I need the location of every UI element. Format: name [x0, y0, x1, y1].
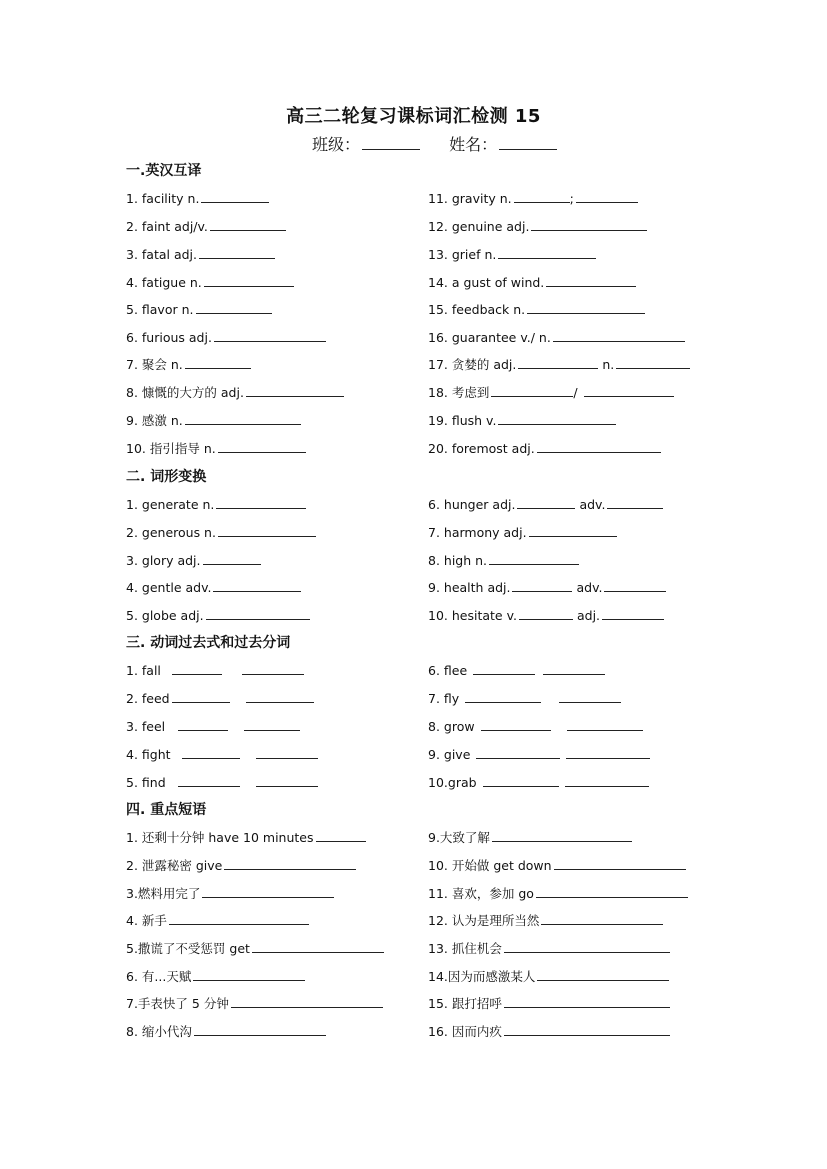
verb-item: 2. feed — [126, 689, 314, 707]
vocab-item: 1. facility n. — [126, 189, 269, 207]
answer-blank[interactable] — [553, 328, 685, 342]
past-participle-blank[interactable] — [256, 745, 318, 759]
vocab-item: 20. foremost adj. — [428, 439, 661, 457]
answer-blank[interactable] — [576, 189, 638, 203]
phrase-item: 11. 喜欢，参加 go — [428, 884, 688, 902]
word-form-item: 2. generous n. — [126, 523, 316, 541]
answer-blank[interactable] — [169, 911, 309, 925]
verb-item: 9. give — [428, 745, 650, 763]
past-participle-blank[interactable] — [566, 745, 650, 759]
phrase-item: 1. 还剩十分钟 have 10 minutes — [126, 828, 366, 846]
answer-blank[interactable] — [518, 355, 598, 369]
answer-blank[interactable] — [196, 300, 272, 314]
phrase-item: 6. 有...天赋 — [126, 967, 305, 985]
answer-blank[interactable] — [201, 189, 269, 203]
name-label: 姓名： — [449, 135, 498, 154]
section-heading-4: 四. 重点短语 — [126, 802, 207, 818]
answer-blank[interactable] — [554, 856, 686, 870]
word-form-item: 9. health adj. adv. — [428, 578, 666, 596]
answer-blank[interactable] — [514, 189, 570, 203]
answer-blank[interactable] — [546, 273, 636, 287]
vocab-item: 3. fatal adj. — [126, 245, 275, 263]
answer-blank[interactable] — [512, 578, 572, 592]
phrase-item: 12. 认为是理所当然 — [428, 911, 663, 929]
answer-blank[interactable] — [616, 355, 690, 369]
verb-item: 3. feel — [126, 717, 300, 735]
phrase-item: 15. 跟打招呼 — [428, 994, 670, 1012]
answer-blank[interactable] — [199, 245, 275, 259]
answer-blank[interactable] — [213, 578, 301, 592]
answer-blank[interactable] — [492, 828, 632, 842]
past-participle-blank[interactable] — [565, 773, 649, 787]
answer-blank[interactable] — [489, 551, 579, 565]
vocab-item: 14. a gust of wind. — [428, 273, 636, 291]
past-participle-blank[interactable] — [567, 717, 643, 731]
past-tense-blank[interactable] — [178, 717, 228, 731]
answer-blank[interactable] — [224, 856, 356, 870]
page-title: 高三二轮复习课标词汇检测 15 — [286, 106, 541, 127]
vocab-item: 2. faint adj/v. — [126, 217, 286, 235]
word-form-item: 1. generate n. — [126, 495, 306, 513]
answer-blank[interactable] — [252, 939, 384, 953]
answer-blank[interactable] — [218, 439, 306, 453]
vocab-item: 5. flavor n. — [126, 300, 272, 318]
word-form-item: 3. glory adj. — [126, 551, 261, 569]
answer-blank[interactable] — [584, 383, 674, 397]
vocab-item: 15. feedback n. — [428, 300, 645, 318]
past-participle-blank[interactable] — [242, 661, 304, 675]
answer-blank[interactable] — [491, 383, 573, 397]
word-form-item: 6. hunger adj. adv. — [428, 495, 663, 513]
word-form-item: 7. harmony adj. — [428, 523, 617, 541]
phrase-item: 5.撒谎了不受惩罚 get — [126, 939, 384, 957]
phrase-item: 2. 泄露秘密 give — [126, 856, 356, 874]
answer-blank[interactable] — [231, 994, 383, 1008]
vocab-item: 17. 贪婪的 adj. n. — [428, 355, 690, 373]
answer-blank[interactable] — [607, 495, 663, 509]
answer-blank[interactable] — [519, 606, 573, 620]
answer-blank[interactable] — [185, 411, 301, 425]
vocab-item: 13. grief n. — [428, 245, 596, 263]
vocab-item: 18. 考虑到 / — [428, 383, 674, 401]
past-tense-blank[interactable] — [465, 689, 541, 703]
vocab-item: 6. furious adj. — [126, 328, 326, 346]
vocab-item: 8. 慷慨的大方的 adj. — [126, 383, 344, 401]
past-tense-blank[interactable] — [473, 661, 535, 675]
answer-blank[interactable] — [316, 828, 366, 842]
phrase-item: 14.因为而感激某人 — [428, 967, 669, 985]
answer-blank[interactable] — [204, 273, 294, 287]
answer-blank[interactable] — [604, 578, 666, 592]
section-heading-3: 三. 动词过去式和过去分词 — [126, 635, 291, 651]
phrase-item: 13. 抓住机会 — [428, 939, 670, 957]
answer-blank[interactable] — [218, 523, 316, 537]
answer-blank[interactable] — [531, 217, 647, 231]
answer-blank[interactable] — [246, 383, 344, 397]
past-tense-blank[interactable] — [481, 717, 551, 731]
phrase-item: 9.大致了解 — [428, 828, 632, 846]
answer-blank[interactable] — [206, 606, 310, 620]
past-participle-blank[interactable] — [246, 689, 314, 703]
past-participle-blank[interactable] — [244, 717, 300, 731]
answer-blank[interactable] — [517, 495, 575, 509]
vocab-item: 16. guarantee v./ n. — [428, 328, 685, 346]
answer-blank[interactable] — [498, 411, 616, 425]
past-participle-blank[interactable] — [256, 773, 318, 787]
answer-blank[interactable] — [602, 606, 664, 620]
answer-blank[interactable] — [498, 245, 596, 259]
phrase-item: 4. 新手 — [126, 911, 309, 929]
answer-blank[interactable] — [214, 328, 326, 342]
answer-blank[interactable] — [527, 300, 645, 314]
past-participle-blank[interactable] — [543, 661, 605, 675]
vocab-item: 4. fatigue n. — [126, 273, 294, 291]
verb-item: 1. fall — [126, 661, 304, 679]
verb-item: 4. fight — [126, 745, 318, 763]
class-label: 班级： — [312, 135, 361, 154]
answer-blank[interactable] — [504, 939, 670, 953]
verb-item: 10.grab — [428, 773, 649, 791]
answer-blank[interactable] — [541, 911, 663, 925]
section-heading-2: 二. 词形变换 — [126, 469, 207, 485]
word-form-item: 10. hesitate v. adj. — [428, 606, 664, 624]
past-tense-blank[interactable] — [182, 745, 240, 759]
past-tense-blank[interactable] — [172, 661, 222, 675]
vocab-item: 7. 聚会 n. — [126, 355, 251, 373]
answer-blank[interactable] — [185, 355, 251, 369]
answer-blank[interactable] — [504, 1022, 670, 1036]
answer-blank[interactable] — [537, 967, 669, 981]
verb-item: 6. flee — [428, 661, 605, 679]
word-form-item: 5. globe adj. — [126, 606, 310, 624]
past-tense-blank[interactable] — [476, 745, 560, 759]
word-form-item: 4. gentle adv. — [126, 578, 301, 596]
section-heading-1: 一.英汉互译 — [126, 163, 202, 179]
answer-blank[interactable] — [203, 551, 261, 565]
answer-blank[interactable] — [210, 217, 286, 231]
past-tense-blank[interactable] — [483, 773, 559, 787]
verb-item: 7. fly — [428, 689, 621, 707]
vocab-item: 9. 感激 n. — [126, 411, 301, 429]
answer-blank[interactable] — [537, 439, 661, 453]
verb-item: 8. grow — [428, 717, 643, 735]
answer-blank[interactable] — [536, 884, 688, 898]
answer-blank[interactable] — [504, 994, 670, 1008]
phrase-item: 3.燃料用完了 — [126, 884, 334, 902]
past-tense-blank[interactable] — [172, 689, 230, 703]
past-tense-blank[interactable] — [178, 773, 240, 787]
class-blank[interactable] — [362, 135, 420, 150]
vocab-item: 11. gravity n. ; — [428, 189, 638, 207]
phrase-item: 8. 缩小代沟 — [126, 1022, 326, 1040]
answer-blank[interactable] — [194, 1022, 326, 1036]
answer-blank[interactable] — [529, 523, 617, 537]
phrase-item: 7.手表快了 5 分钟 — [126, 994, 383, 1012]
answer-blank[interactable] — [216, 495, 306, 509]
vocab-item: 10. 指引指导 n. — [126, 439, 306, 457]
name-blank[interactable] — [499, 135, 557, 150]
phrase-item: 16. 因而内疚 — [428, 1022, 670, 1040]
phrase-item: 10. 开始做 get down — [428, 856, 686, 874]
answer-blank[interactable] — [202, 884, 334, 898]
vocab-item: 12. genuine adj. — [428, 217, 647, 235]
verb-item: 5. find — [126, 773, 318, 791]
class-name-line — [312, 132, 581, 155]
vocab-item: 19. flush v. — [428, 411, 616, 429]
word-form-item: 8. high n. — [428, 551, 579, 569]
past-participle-blank[interactable] — [559, 689, 621, 703]
answer-blank[interactable] — [193, 967, 305, 981]
